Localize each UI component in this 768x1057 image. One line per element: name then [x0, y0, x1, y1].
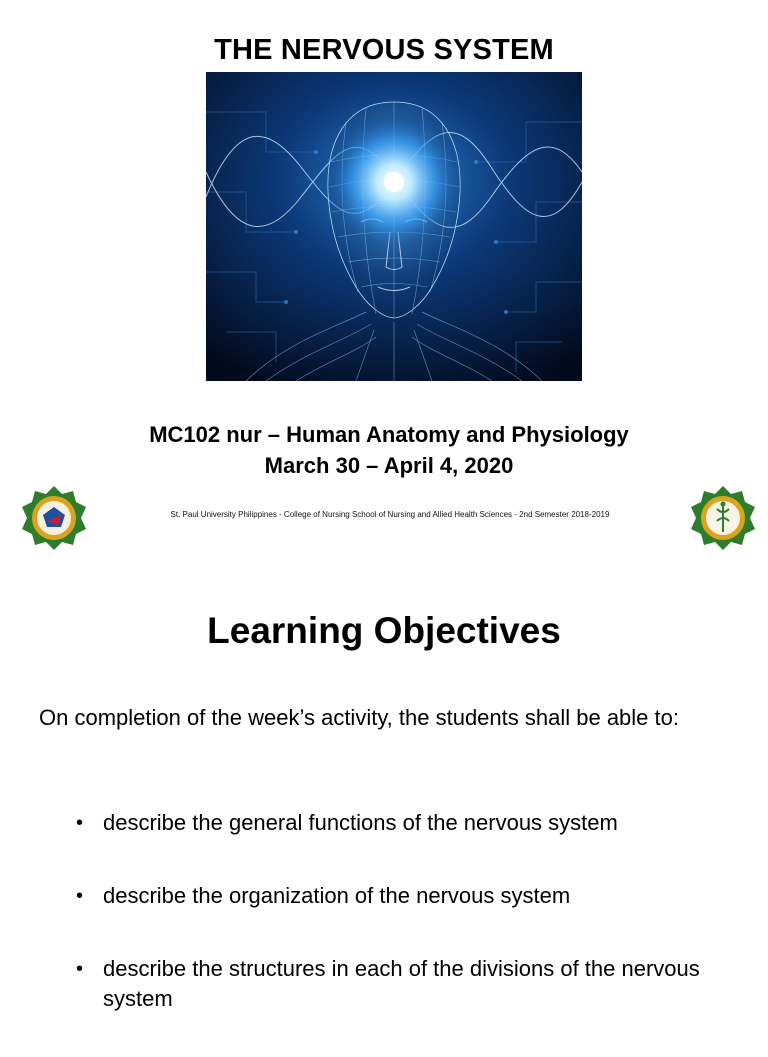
bullet-icon: •	[76, 885, 84, 907]
objectives-list	[76, 808, 736, 1057]
hero-image	[206, 72, 582, 381]
list-item: • describe the general functions of the nervous system	[76, 808, 736, 838]
bullet-icon: •	[76, 812, 84, 834]
list-item: • describe the organization of the nervous system	[76, 881, 736, 911]
footer-institution: St. Paul University Philippines - College of Nursing School of Nursing and Allied Health Sciences - 2nd Semester 2018-2019	[170, 510, 610, 519]
course-info	[0, 419, 768, 481]
slide-objectives	[0, 560, 768, 1024]
course-dates: March 30 – April 4, 2020	[264, 453, 514, 478]
bullet-icon: •	[76, 958, 84, 980]
slide-title-heading: THE NERVOUS SYSTEM	[214, 34, 554, 66]
university-seal-icon	[21, 485, 87, 551]
course-title: MC102 nur – Human Anatomy and Physiology	[149, 422, 629, 447]
list-item: • describe the structures in each of the divisions of the nervous system	[76, 956, 700, 1011]
objectives-heading: Learning Objectives	[207, 610, 561, 651]
nervous-system-illustration	[206, 72, 582, 381]
nursing-school-seal-icon	[690, 485, 756, 551]
objectives-intro: On completion of the week’s activity, the students shall be able to:	[39, 705, 679, 730]
